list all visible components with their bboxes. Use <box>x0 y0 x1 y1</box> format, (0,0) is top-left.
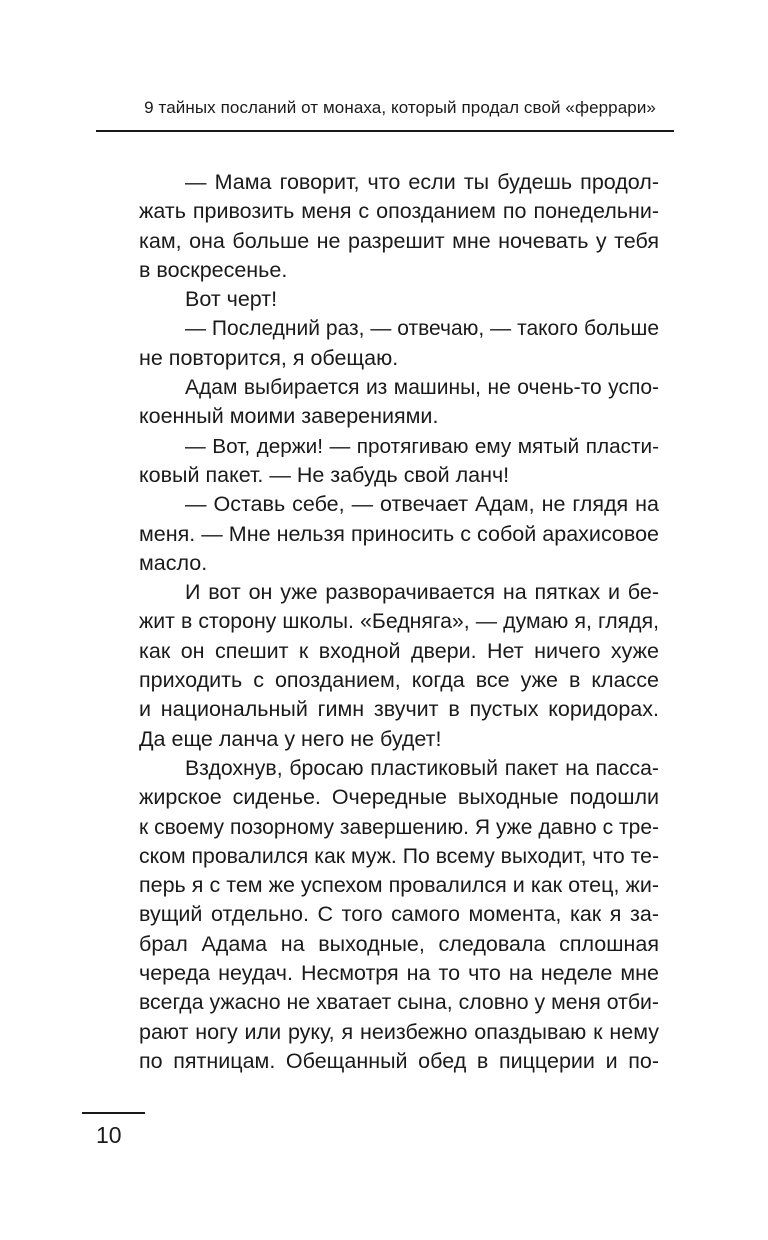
text-line: и национальный гимн звучит в пустых коридорах. <box>139 697 659 722</box>
footer-rule <box>82 1112 145 1114</box>
text-line: жит в сторону школы. «Бедняга», — думаю я, глядя, <box>139 609 659 634</box>
text-line: не повторится, я обещаю. <box>139 345 399 370</box>
text-line: вущий отдельно. С того самого момента, как я за- <box>139 902 659 927</box>
text-line: коенный моими заверениями. <box>139 404 439 429</box>
text-line: всегда ужасно не хватает сына, словно у меня отби- <box>139 990 659 1015</box>
text-line: — Оставь себе, — отвечает Адам, не глядя на <box>185 492 659 517</box>
text-line: И вот он уже разворачивается на пятках и бе- <box>185 580 659 605</box>
page-number: 10 <box>96 1122 122 1148</box>
text-line: — Последний раз, — отвечаю, — такого больше <box>185 317 659 341</box>
text-line: Вот черт! <box>185 287 278 312</box>
body-text <box>139 168 659 1076</box>
text-line: по пятницам. Обещанный обед в пиццерии и по- <box>139 1048 659 1073</box>
text-line: Адам выбирается из машины, не очень-то успо- <box>185 376 659 400</box>
text-line: рают ногу или руку, я неизбежно опаздываю к нему <box>139 1019 659 1044</box>
text-line: ском провалился как муж. По всему выходит, что те- <box>139 843 660 868</box>
header-rule <box>96 130 674 132</box>
text-line: в воскресенье. <box>139 257 288 282</box>
text-line: как он спешит к входной двери. Нет ничего хуже <box>139 638 659 663</box>
text-line: к своему позорному завершению. Я уже давно с тре- <box>139 815 659 839</box>
text-line: ковый пакет. — Не забудь свой ланч! <box>139 462 510 487</box>
running-head: 9 тайных посланий от монаха, который продал свой «феррари» <box>144 98 656 117</box>
text-line: кам, она больше не разрешит мне ночевать у тебя <box>139 228 659 253</box>
text-line: жирское сиденье. Очередные выходные подошли <box>139 785 659 810</box>
text-line: — Вот, держи! — протягиваю ему мятый пласти- <box>185 434 659 458</box>
text-line: масло. <box>139 550 208 575</box>
text-line: меня. — Мне нельзя приносить с собой арахисовое <box>139 521 659 546</box>
text-line: — Мама говорит, что если ты будешь продол- <box>185 170 659 194</box>
text-line: Да еще ланча у него не будет! <box>139 726 442 751</box>
text-line: Вздохнув, бросаю пластиковый пакет на пасса- <box>185 755 659 780</box>
text-line: перь я с тем же успехом провалился и как отец, жи- <box>139 873 659 898</box>
text-line: череда неудач. Несмотря на то что на неделе мне <box>139 961 659 986</box>
text-line: приходить с опозданием, когда все уже в классе <box>139 668 659 693</box>
text-line: брал Адама на выходные, следовала сплошная <box>139 931 659 956</box>
text-line: жать привозить меня с опозданием по понедельни- <box>139 199 659 224</box>
